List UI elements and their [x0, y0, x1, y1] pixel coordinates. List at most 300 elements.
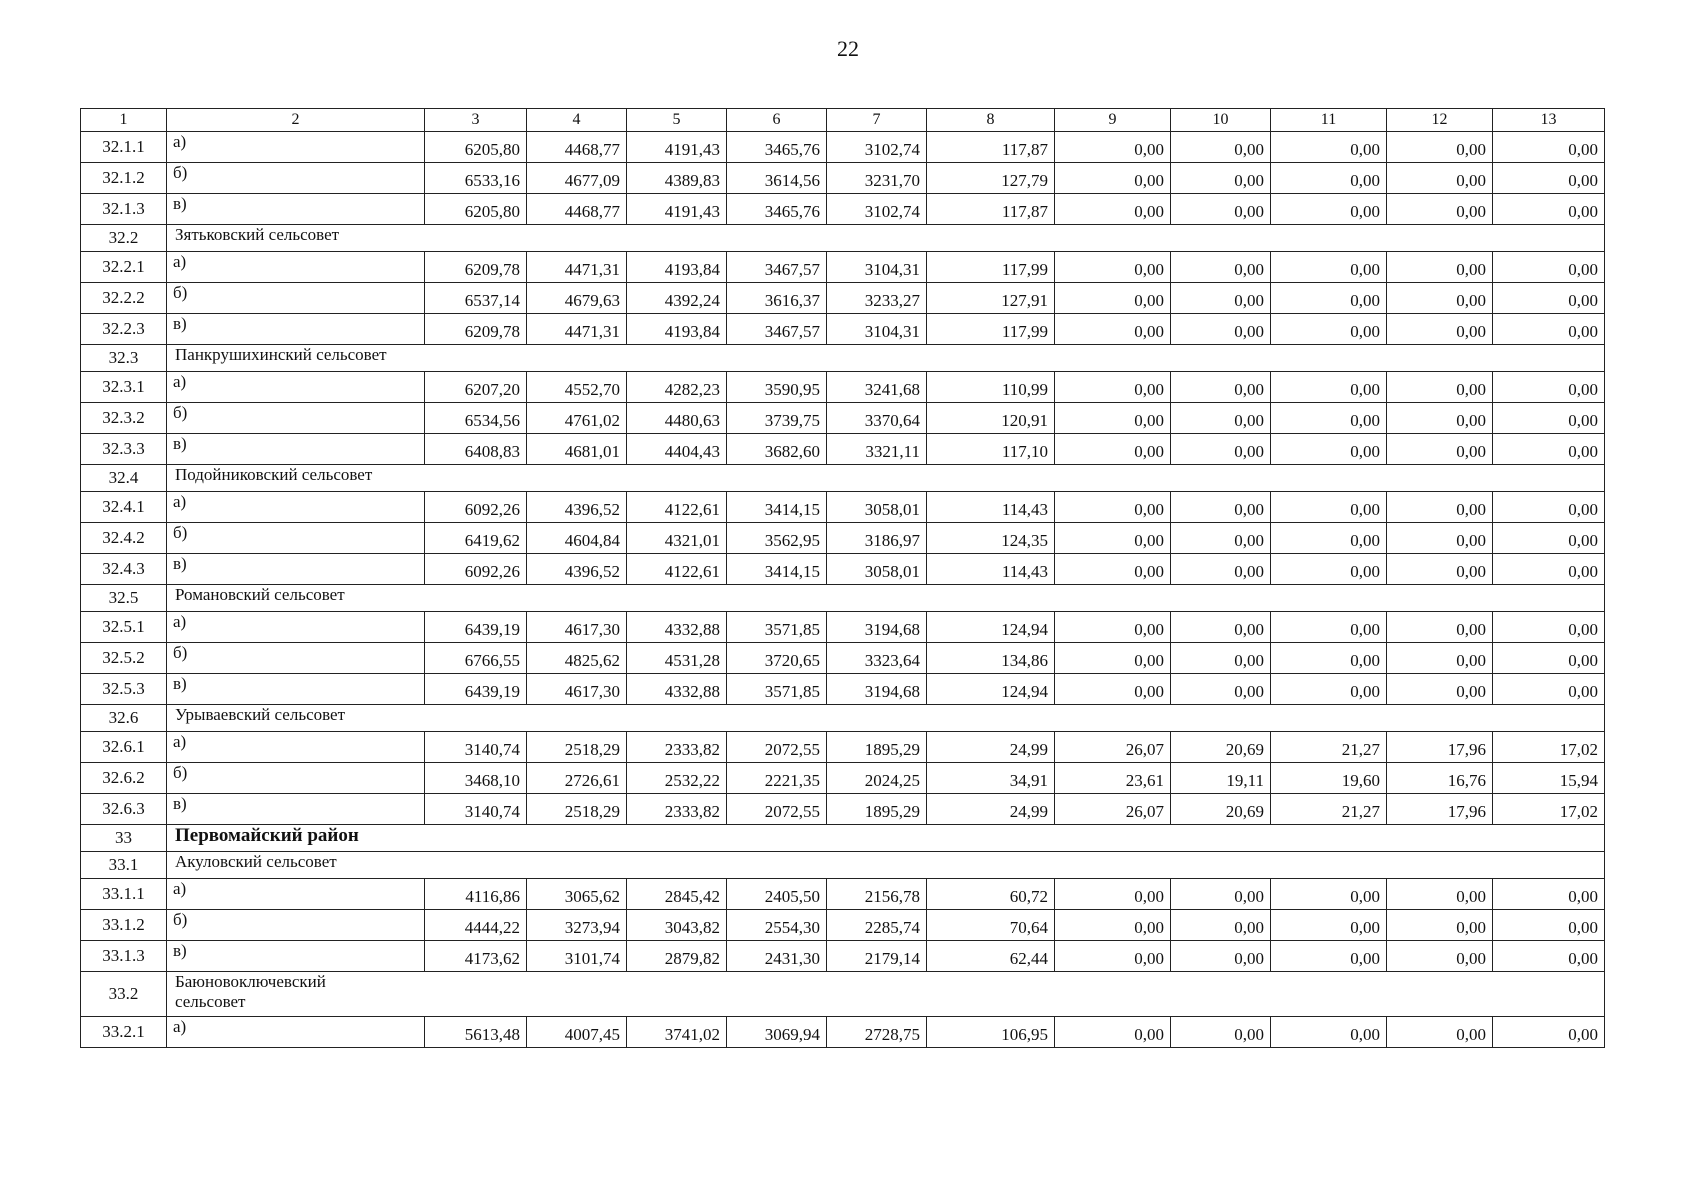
value-cell: 0,00 — [1171, 910, 1271, 941]
row-variant-label: а) — [167, 732, 425, 763]
value-cell: 2179,14 — [827, 941, 927, 972]
value-cell: 4193,84 — [627, 314, 727, 345]
subgroup-row — [81, 345, 1605, 372]
column-header: 9 — [1055, 109, 1171, 132]
column-header: 11 — [1271, 109, 1387, 132]
value-cell: 4396,52 — [527, 554, 627, 585]
value-cell: 0,00 — [1055, 314, 1171, 345]
table-row — [81, 763, 1605, 794]
value-cell: 0,00 — [1271, 314, 1387, 345]
value-cell: 0,00 — [1055, 434, 1171, 465]
value-cell: 0,00 — [1493, 132, 1605, 163]
value-cell: 2156,78 — [827, 879, 927, 910]
value-cell: 6205,80 — [425, 194, 527, 225]
table-row — [81, 492, 1605, 523]
value-cell: 127,79 — [927, 163, 1055, 194]
value-cell: 2554,30 — [727, 910, 827, 941]
column-header: 1 — [81, 109, 167, 132]
value-cell: 4122,61 — [627, 492, 727, 523]
value-cell: 6766,55 — [425, 643, 527, 674]
row-variant-label: а) — [167, 372, 425, 403]
value-cell: 0,00 — [1171, 612, 1271, 643]
value-cell: 0,00 — [1171, 132, 1271, 163]
value-cell: 3102,74 — [827, 194, 927, 225]
row-code: 32.6.3 — [81, 794, 167, 825]
value-cell: 0,00 — [1493, 941, 1605, 972]
value-cell: 16,76 — [1387, 763, 1493, 794]
value-cell: 114,43 — [927, 554, 1055, 585]
value-cell: 4007,45 — [527, 1017, 627, 1048]
value-cell: 0,00 — [1271, 252, 1387, 283]
value-cell: 4173,62 — [425, 941, 527, 972]
row-code: 33 — [81, 825, 167, 852]
value-cell: 0,00 — [1171, 163, 1271, 194]
value-cell: 0,00 — [1271, 523, 1387, 554]
value-cell: 0,00 — [1387, 372, 1493, 403]
value-cell: 0,00 — [1055, 132, 1171, 163]
subgroup-name: Подойниковский сельсовет — [167, 465, 1605, 492]
value-cell: 4761,02 — [527, 403, 627, 434]
value-cell: 3323,64 — [827, 643, 927, 674]
value-cell: 24,99 — [927, 732, 1055, 763]
value-cell: 0,00 — [1271, 132, 1387, 163]
value-cell: 17,96 — [1387, 732, 1493, 763]
row-variant-label: в) — [167, 434, 425, 465]
row-code: 32.4 — [81, 465, 167, 492]
value-cell: 0,00 — [1387, 910, 1493, 941]
value-cell: 6439,19 — [425, 674, 527, 705]
row-code: 33.1 — [81, 852, 167, 879]
value-cell: 0,00 — [1493, 674, 1605, 705]
value-cell: 3194,68 — [827, 674, 927, 705]
value-cell: 19,60 — [1271, 763, 1387, 794]
value-cell: 2431,30 — [727, 941, 827, 972]
value-cell: 0,00 — [1055, 492, 1171, 523]
value-cell: 0,00 — [1055, 372, 1171, 403]
row-code: 32.4.1 — [81, 492, 167, 523]
value-cell: 0,00 — [1493, 372, 1605, 403]
value-cell: 3321,11 — [827, 434, 927, 465]
column-header: 5 — [627, 109, 727, 132]
subgroup-name: Зятьковский сельсовет — [167, 225, 1605, 252]
value-cell: 3590,95 — [727, 372, 827, 403]
value-cell: 0,00 — [1271, 194, 1387, 225]
value-cell: 4389,83 — [627, 163, 727, 194]
row-variant-label: а) — [167, 1017, 425, 1048]
value-cell: 106,95 — [927, 1017, 1055, 1048]
value-cell: 15,94 — [1493, 763, 1605, 794]
value-cell: 2518,29 — [527, 794, 627, 825]
row-variant-label: б) — [167, 163, 425, 194]
value-cell: 20,69 — [1171, 794, 1271, 825]
row-code: 33.1.3 — [81, 941, 167, 972]
value-cell: 0,00 — [1387, 132, 1493, 163]
subgroup-row — [81, 852, 1605, 879]
row-variant-label: а) — [167, 492, 425, 523]
row-code: 32.3.2 — [81, 403, 167, 434]
value-cell: 3104,31 — [827, 252, 927, 283]
column-header: 6 — [727, 109, 827, 132]
value-cell: 0,00 — [1387, 1017, 1493, 1048]
value-cell: 4552,70 — [527, 372, 627, 403]
value-cell: 117,99 — [927, 314, 1055, 345]
value-cell: 3186,97 — [827, 523, 927, 554]
value-cell: 3720,65 — [727, 643, 827, 674]
value-cell: 0,00 — [1055, 674, 1171, 705]
value-cell: 17,96 — [1387, 794, 1493, 825]
row-code: 32.5 — [81, 585, 167, 612]
value-cell: 0,00 — [1271, 941, 1387, 972]
row-variant-label: в) — [167, 554, 425, 585]
row-code: 32.3 — [81, 345, 167, 372]
value-cell: 0,00 — [1055, 283, 1171, 314]
value-cell: 21,27 — [1271, 732, 1387, 763]
value-cell: 6534,56 — [425, 403, 527, 434]
value-cell: 0,00 — [1387, 252, 1493, 283]
value-cell: 0,00 — [1493, 1017, 1605, 1048]
row-code: 32.6 — [81, 705, 167, 732]
row-code: 32.2.2 — [81, 283, 167, 314]
table-row — [81, 879, 1605, 910]
row-variant-label: в) — [167, 794, 425, 825]
value-cell: 0,00 — [1271, 612, 1387, 643]
value-cell: 124,94 — [927, 612, 1055, 643]
subgroup-name: Панкрушихинский сельсовет — [167, 345, 1605, 372]
value-cell: 0,00 — [1055, 1017, 1171, 1048]
table-row — [81, 732, 1605, 763]
value-cell: 4471,31 — [527, 252, 627, 283]
value-cell: 4681,01 — [527, 434, 627, 465]
value-cell: 6092,26 — [425, 492, 527, 523]
value-cell: 0,00 — [1387, 314, 1493, 345]
value-cell: 0,00 — [1387, 643, 1493, 674]
value-cell: 0,00 — [1493, 492, 1605, 523]
value-cell: 0,00 — [1271, 1017, 1387, 1048]
value-cell: 0,00 — [1171, 492, 1271, 523]
row-code: 32.1.2 — [81, 163, 167, 194]
row-variant-label: в) — [167, 314, 425, 345]
value-cell: 117,87 — [927, 194, 1055, 225]
row-code: 33.2.1 — [81, 1017, 167, 1048]
value-cell: 6092,26 — [425, 554, 527, 585]
value-cell: 0,00 — [1271, 372, 1387, 403]
value-cell: 3101,74 — [527, 941, 627, 972]
row-code: 32.2.3 — [81, 314, 167, 345]
value-cell: 3562,95 — [727, 523, 827, 554]
value-cell: 0,00 — [1387, 434, 1493, 465]
value-cell: 4392,24 — [627, 283, 727, 314]
table-row — [81, 403, 1605, 434]
value-cell: 0,00 — [1055, 879, 1171, 910]
value-cell: 0,00 — [1055, 194, 1171, 225]
value-cell: 0,00 — [1271, 643, 1387, 674]
value-cell: 4480,63 — [627, 403, 727, 434]
value-cell: 0,00 — [1493, 612, 1605, 643]
row-code: 32.5.2 — [81, 643, 167, 674]
value-cell: 0,00 — [1171, 252, 1271, 283]
value-cell: 0,00 — [1055, 910, 1171, 941]
value-cell: 4282,23 — [627, 372, 727, 403]
value-cell: 1895,29 — [827, 794, 927, 825]
column-header: 3 — [425, 109, 527, 132]
column-header: 8 — [927, 109, 1055, 132]
value-cell: 4604,84 — [527, 523, 627, 554]
value-cell: 17,02 — [1493, 794, 1605, 825]
value-cell: 0,00 — [1055, 612, 1171, 643]
value-cell: 3370,64 — [827, 403, 927, 434]
table-row — [81, 612, 1605, 643]
value-cell: 124,35 — [927, 523, 1055, 554]
value-cell: 60,72 — [927, 879, 1055, 910]
row-code: 32.1.1 — [81, 132, 167, 163]
value-cell: 3194,68 — [827, 612, 927, 643]
value-cell: 4617,30 — [527, 612, 627, 643]
value-cell: 2405,50 — [727, 879, 827, 910]
row-code: 32.4.3 — [81, 554, 167, 585]
value-cell: 5613,48 — [425, 1017, 527, 1048]
table-row — [81, 674, 1605, 705]
value-cell: 110,99 — [927, 372, 1055, 403]
value-cell: 20,69 — [1171, 732, 1271, 763]
value-cell: 4332,88 — [627, 612, 727, 643]
value-cell: 6207,20 — [425, 372, 527, 403]
value-cell: 17,02 — [1493, 732, 1605, 763]
value-cell: 3616,37 — [727, 283, 827, 314]
value-cell: 2333,82 — [627, 794, 727, 825]
value-cell: 0,00 — [1271, 554, 1387, 585]
value-cell: 3414,15 — [727, 554, 827, 585]
value-cell: 0,00 — [1387, 674, 1493, 705]
value-cell: 0,00 — [1171, 434, 1271, 465]
value-cell: 0,00 — [1171, 643, 1271, 674]
value-cell: 6419,62 — [425, 523, 527, 554]
value-cell: 0,00 — [1493, 910, 1605, 941]
value-cell: 0,00 — [1387, 163, 1493, 194]
value-cell: 4321,01 — [627, 523, 727, 554]
value-cell: 0,00 — [1171, 941, 1271, 972]
value-cell: 3571,85 — [727, 612, 827, 643]
value-cell: 2221,35 — [727, 763, 827, 794]
row-variant-label: а) — [167, 132, 425, 163]
value-cell: 0,00 — [1171, 523, 1271, 554]
value-cell: 4404,43 — [627, 434, 727, 465]
table-row — [81, 372, 1605, 403]
value-cell: 0,00 — [1271, 403, 1387, 434]
table-row — [81, 523, 1605, 554]
value-cell: 0,00 — [1387, 554, 1493, 585]
value-cell: 120,91 — [927, 403, 1055, 434]
value-cell: 2728,75 — [827, 1017, 927, 1048]
value-cell: 0,00 — [1493, 252, 1605, 283]
value-cell: 0,00 — [1171, 674, 1271, 705]
value-cell: 6533,16 — [425, 163, 527, 194]
value-cell: 3231,70 — [827, 163, 927, 194]
table-row — [81, 643, 1605, 674]
table-row — [81, 1017, 1605, 1048]
row-code: 32.5.3 — [81, 674, 167, 705]
row-code: 33.1.1 — [81, 879, 167, 910]
value-cell: 26,07 — [1055, 732, 1171, 763]
row-variant-label: а) — [167, 879, 425, 910]
value-cell: 2285,74 — [827, 910, 927, 941]
value-cell: 0,00 — [1055, 941, 1171, 972]
value-cell: 0,00 — [1055, 554, 1171, 585]
row-variant-label: б) — [167, 910, 425, 941]
value-cell: 3104,31 — [827, 314, 927, 345]
value-cell: 24,99 — [927, 794, 1055, 825]
value-cell: 3467,57 — [727, 252, 827, 283]
value-cell: 0,00 — [1493, 879, 1605, 910]
value-cell: 0,00 — [1271, 879, 1387, 910]
table-row — [81, 314, 1605, 345]
value-cell: 2024,25 — [827, 763, 927, 794]
region-name: Первомайский район — [167, 825, 1605, 852]
value-cell: 4191,43 — [627, 194, 727, 225]
value-cell: 0,00 — [1493, 283, 1605, 314]
value-cell: 3614,56 — [727, 163, 827, 194]
table-body — [81, 132, 1605, 1048]
value-cell: 6537,14 — [425, 283, 527, 314]
value-cell: 0,00 — [1387, 941, 1493, 972]
row-code: 32.6.1 — [81, 732, 167, 763]
value-cell: 23,61 — [1055, 763, 1171, 794]
value-cell: 0,00 — [1271, 492, 1387, 523]
value-cell: 134,86 — [927, 643, 1055, 674]
row-variant-label: в) — [167, 674, 425, 705]
value-cell: 117,99 — [927, 252, 1055, 283]
table-row — [81, 941, 1605, 972]
value-cell: 0,00 — [1171, 403, 1271, 434]
value-cell: 2845,42 — [627, 879, 727, 910]
value-cell: 0,00 — [1493, 434, 1605, 465]
value-cell: 4677,09 — [527, 163, 627, 194]
value-cell: 3241,68 — [827, 372, 927, 403]
value-cell: 0,00 — [1387, 523, 1493, 554]
value-cell: 4122,61 — [627, 554, 727, 585]
row-code: 32.1.3 — [81, 194, 167, 225]
column-header: 12 — [1387, 109, 1493, 132]
value-cell: 3069,94 — [727, 1017, 827, 1048]
value-cell: 2072,55 — [727, 732, 827, 763]
value-cell: 3102,74 — [827, 132, 927, 163]
value-cell: 3273,94 — [527, 910, 627, 941]
value-cell: 6205,80 — [425, 132, 527, 163]
value-cell: 26,07 — [1055, 794, 1171, 825]
row-variant-label: а) — [167, 612, 425, 643]
value-cell: 0,00 — [1055, 252, 1171, 283]
value-cell: 0,00 — [1387, 283, 1493, 314]
value-cell: 3140,74 — [425, 794, 527, 825]
value-cell: 0,00 — [1271, 910, 1387, 941]
value-cell: 0,00 — [1387, 194, 1493, 225]
value-cell: 3414,15 — [727, 492, 827, 523]
value-cell: 4468,77 — [527, 132, 627, 163]
value-cell: 3465,76 — [727, 132, 827, 163]
page-number: 22 — [837, 36, 859, 61]
value-cell: 0,00 — [1171, 1017, 1271, 1048]
value-cell: 3065,62 — [527, 879, 627, 910]
value-cell: 4679,63 — [527, 283, 627, 314]
value-cell: 3043,82 — [627, 910, 727, 941]
value-cell: 19,11 — [1171, 763, 1271, 794]
value-cell: 0,00 — [1055, 523, 1171, 554]
value-cell: 6209,78 — [425, 252, 527, 283]
row-variant-label: в) — [167, 941, 425, 972]
value-cell: 3233,27 — [827, 283, 927, 314]
value-cell: 34,91 — [927, 763, 1055, 794]
table-row — [81, 252, 1605, 283]
column-header: 13 — [1493, 109, 1605, 132]
header-row — [81, 109, 1605, 132]
row-code: 32.5.1 — [81, 612, 167, 643]
value-cell: 0,00 — [1387, 879, 1493, 910]
value-cell: 0,00 — [1493, 554, 1605, 585]
value-cell: 127,91 — [927, 283, 1055, 314]
column-header: 7 — [827, 109, 927, 132]
value-cell: 0,00 — [1171, 283, 1271, 314]
value-cell: 0,00 — [1055, 163, 1171, 194]
value-cell: 6439,19 — [425, 612, 527, 643]
value-cell: 4396,52 — [527, 492, 627, 523]
value-cell: 2879,82 — [627, 941, 727, 972]
value-cell: 0,00 — [1387, 612, 1493, 643]
value-cell: 0,00 — [1493, 403, 1605, 434]
value-cell: 0,00 — [1171, 879, 1271, 910]
value-cell: 4116,86 — [425, 879, 527, 910]
row-code: 33.1.2 — [81, 910, 167, 941]
value-cell: 117,87 — [927, 132, 1055, 163]
value-cell: 4531,28 — [627, 643, 727, 674]
value-cell: 4332,88 — [627, 674, 727, 705]
value-cell: 4468,77 — [527, 194, 627, 225]
table-row — [81, 910, 1605, 941]
value-cell: 0,00 — [1493, 314, 1605, 345]
subgroup-row — [81, 225, 1605, 252]
value-cell: 70,64 — [927, 910, 1055, 941]
value-cell: 4444,22 — [425, 910, 527, 941]
value-cell: 0,00 — [1493, 643, 1605, 674]
value-cell: 4825,62 — [527, 643, 627, 674]
value-cell: 2518,29 — [527, 732, 627, 763]
value-cell: 3058,01 — [827, 492, 927, 523]
value-cell: 4191,43 — [627, 132, 727, 163]
value-cell: 6209,78 — [425, 314, 527, 345]
value-cell: 4617,30 — [527, 674, 627, 705]
row-code: 32.3.1 — [81, 372, 167, 403]
tariff-table-container — [80, 108, 1604, 1048]
value-cell: 0,00 — [1493, 194, 1605, 225]
row-variant-label: а) — [167, 252, 425, 283]
subgroup-name: Урываевский сельсовет — [167, 705, 1605, 732]
column-header: 2 — [167, 109, 425, 132]
value-cell: 0,00 — [1387, 403, 1493, 434]
value-cell: 3468,10 — [425, 763, 527, 794]
value-cell: 0,00 — [1171, 372, 1271, 403]
value-cell: 3571,85 — [727, 674, 827, 705]
subgroup-row — [81, 972, 1605, 1017]
table-row — [81, 554, 1605, 585]
subgroup-row — [81, 585, 1605, 612]
value-cell: 3741,02 — [627, 1017, 727, 1048]
value-cell: 0,00 — [1171, 314, 1271, 345]
value-cell: 3682,60 — [727, 434, 827, 465]
row-code: 32.6.2 — [81, 763, 167, 794]
value-cell: 3058,01 — [827, 554, 927, 585]
value-cell: 0,00 — [1171, 554, 1271, 585]
value-cell: 1895,29 — [827, 732, 927, 763]
row-variant-label: б) — [167, 283, 425, 314]
row-variant-label: в) — [167, 194, 425, 225]
